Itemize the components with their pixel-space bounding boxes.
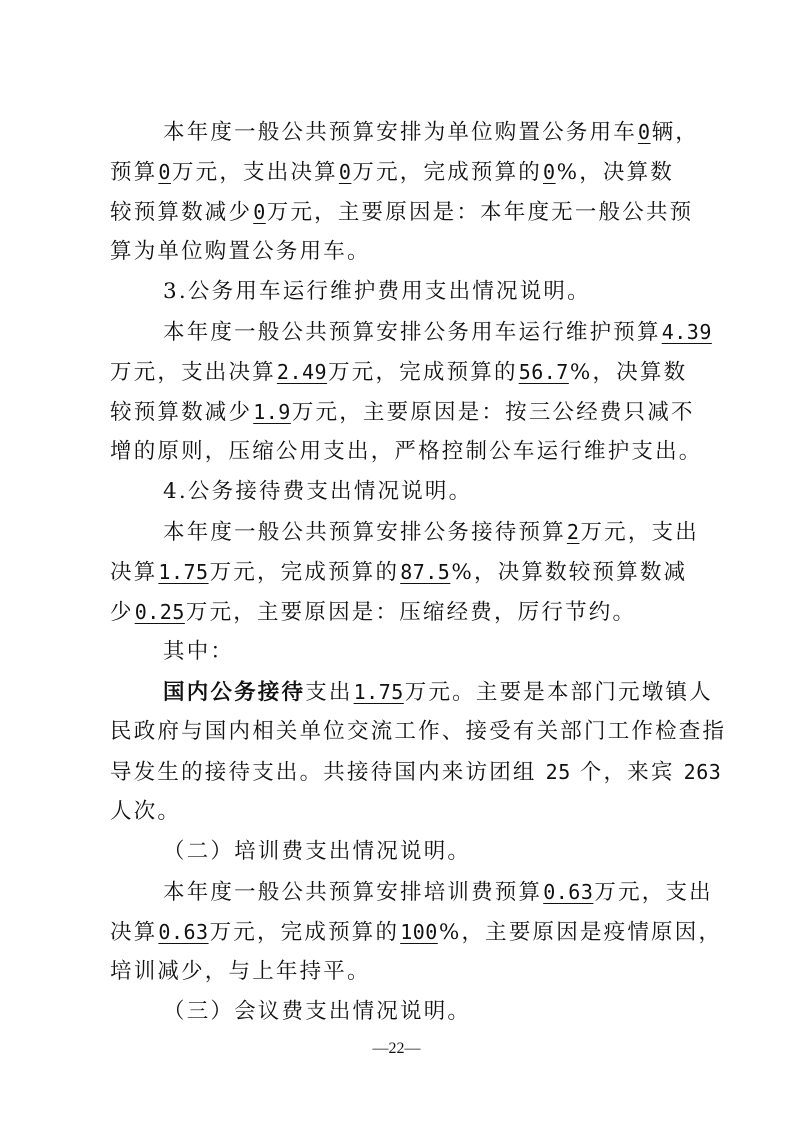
paragraph-domestic-reception-line-3: 导发生的接待支出。共接待国内来访团组 25 个，来宾 263: [110, 760, 722, 785]
paragraph-vehicle-purchase-line-3: 较预算数减少0万元，主要原因是：本年度无一般公共预: [110, 200, 694, 225]
purchase-decrease-value: 0: [253, 200, 266, 224]
purchase-pct-value: 0: [543, 160, 556, 184]
reception-decrease-value: 0.25: [134, 600, 185, 624]
reception-budget-value: 2: [566, 520, 580, 544]
heading-vehicle-maintenance: 3.公务用车运行维护费用支出情况说明。: [163, 279, 591, 304]
paragraph-reception-line-1: 本年度一般公共预算安排公务接待预算2万元，支出: [163, 520, 699, 545]
training-budget-value: 0.63: [543, 880, 594, 904]
paragraph-vehicle-purchase-line-1: 本年度一般公共预算安排为单位购置公务用车0辆，: [163, 120, 699, 145]
maintenance-decrease-value: 1.9: [253, 400, 291, 424]
heading-training: （二）培训费支出情况说明。: [163, 839, 472, 864]
paragraph-training-line-1: 本年度一般公共预算安排培训费预算0.63万元，支出: [163, 880, 713, 905]
paragraph-maintenance-line-4: 增的原则，压缩公用支出，严格控制公车运行维护支出。: [110, 439, 703, 464]
paragraph-maintenance-line-3: 较预算数减少1.9万元，主要原因是：按三公经费只减不: [110, 400, 695, 425]
maintenance-pct-value: 56.7: [518, 360, 569, 384]
vehicle-count-value: 0: [638, 120, 651, 144]
training-pct-value: 100: [400, 920, 438, 944]
reception-pct-value: 87.5: [400, 560, 451, 584]
maintenance-budget-value: 4.39: [661, 320, 712, 344]
training-actual-value: 0.63: [158, 920, 209, 944]
paragraph-reception-line-3: 少0.25万元，主要原因是：压缩经费，厉行节约。: [110, 600, 637, 625]
paragraph-maintenance-line-2: 万元，支出决算2.49万元，完成预算的56.7%，决算数: [110, 360, 688, 385]
visiting-groups-count: 25: [545, 760, 571, 784]
reception-actual-value: 1.75: [158, 560, 209, 584]
page-number: —22—: [372, 1040, 421, 1057]
paragraph-training-line-2: 决算0.63万元，完成预算的100%，主要原因是疫情原因，: [110, 920, 723, 945]
guests-count: 263: [683, 760, 722, 784]
paragraph-domestic-reception-line-2: 民政府与国内相关单位交流工作、接受有关部门工作检查指: [110, 719, 727, 744]
paragraph-vehicle-purchase-line-4: 算为单位购置公务用车。: [110, 239, 371, 264]
paragraph-domestic-reception-line-4: 人次。: [110, 799, 182, 824]
paragraph-maintenance-line-1: 本年度一般公共预算安排公务用车运行维护预算4.39: [163, 320, 712, 345]
paragraph-training-line-3: 培训减少，与上年持平。: [110, 959, 371, 984]
domestic-reception-label: 国内公务接待: [163, 680, 306, 705]
among-label: 其中：: [163, 639, 235, 664]
paragraph-domestic-reception-line-1: 国内公务接待支出1.75万元。主要是本部门元墩镇人: [163, 680, 713, 705]
paragraph-reception-line-2: 决算1.75万元，完成预算的87.5%，决算数较预算数减: [110, 560, 688, 585]
domestic-reception-amount: 1.75: [353, 680, 404, 704]
purchase-actual-value: 0: [338, 160, 352, 184]
purchase-budget-value: 0: [158, 160, 171, 184]
heading-meeting: （三）会议费支出情况说明。: [163, 999, 472, 1024]
maintenance-actual-value: 2.49: [276, 360, 328, 384]
paragraph-vehicle-purchase-line-2: 预算0万元，支出决算0万元，完成预算的0%，决算数: [110, 160, 674, 185]
heading-reception: 4.公务接待费支出情况说明。: [163, 479, 473, 504]
